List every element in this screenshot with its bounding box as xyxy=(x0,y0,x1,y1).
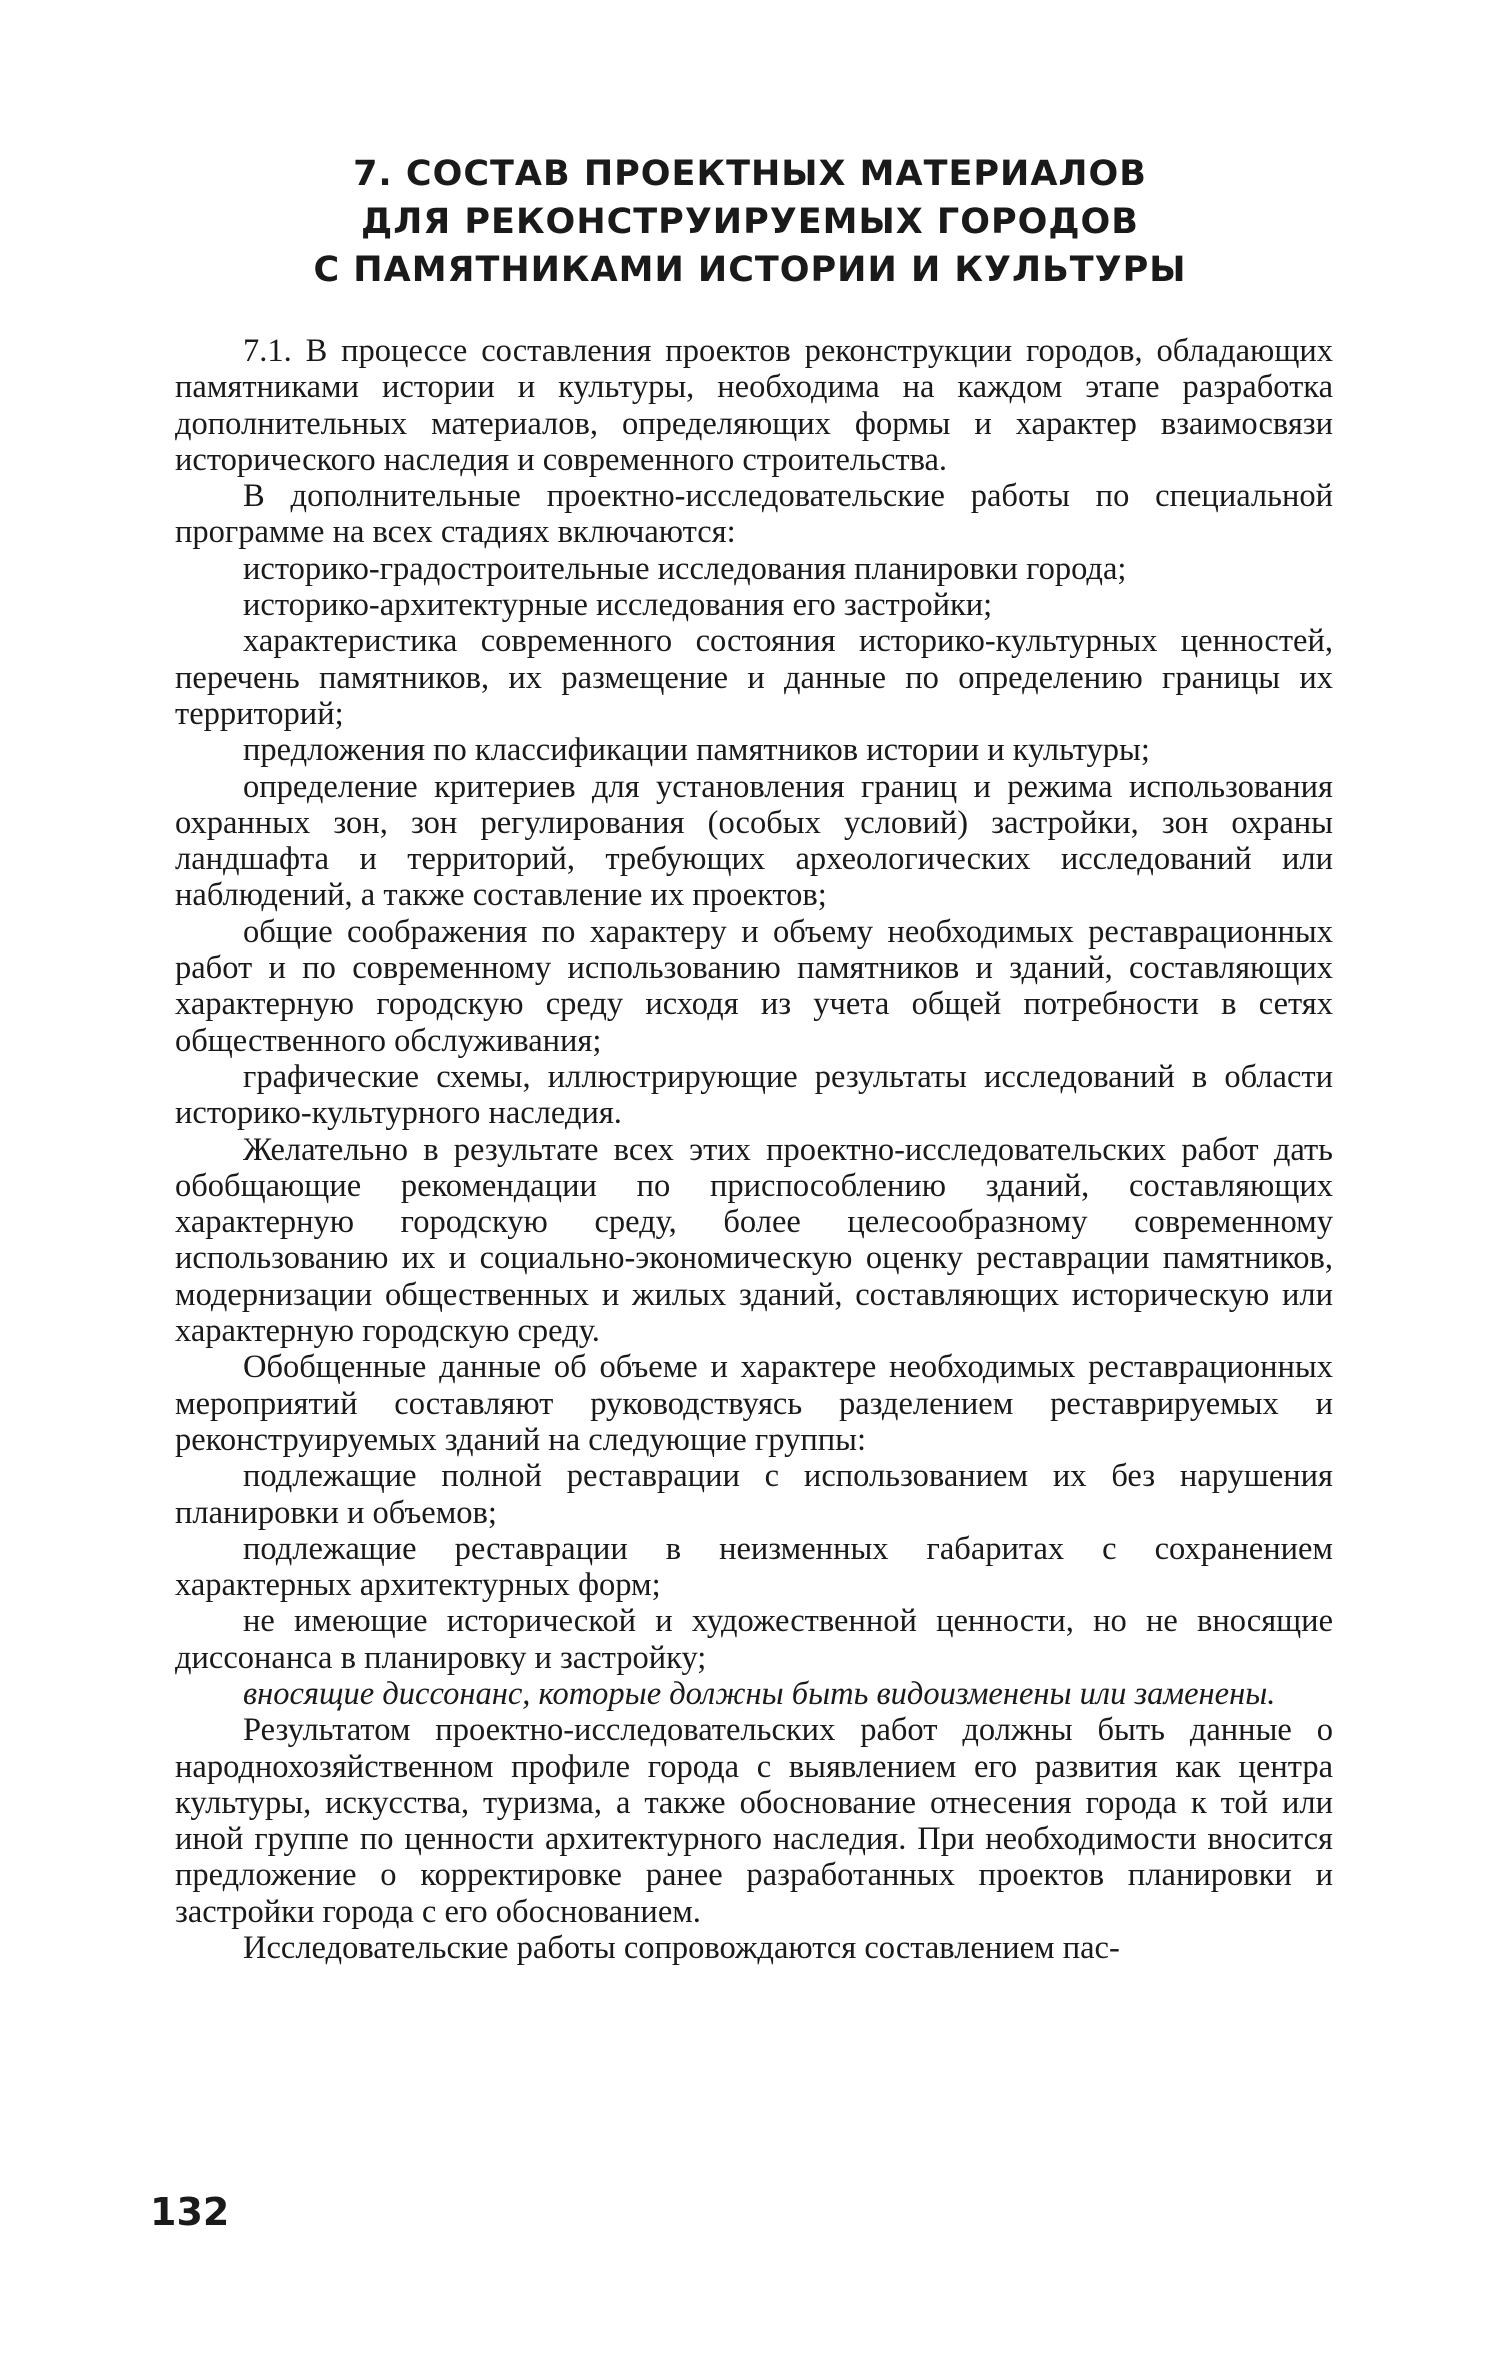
list-item: графические схемы, иллюстрирующие результаты исследований в области историко-культурного наследия. xyxy=(175,1058,1333,1132)
list-item: историко-градостроительные исследования планировки города; xyxy=(243,550,1127,587)
paragraph-continued: Исследовательские работы сопровождаются составлением пас- xyxy=(243,1930,1120,1967)
group-item: подлежащие реставрации в неизменных габаритах с сохранением характерных архитектурных форм; xyxy=(175,1530,1333,1604)
list-item: общие соображения по характеру и объему необходимых реставрационных работ и по современному использованию памятников и зданий, составляющих характерную городскую среду исходя из учета общей потребности в сетях общественного обслуживания; xyxy=(175,913,1333,1059)
paragraph-results: Результатом проектно-исследовательских работ должны быть данные о народнохозяйственном профиле города с выявлением его развития как центра культуры, искусства, туризма, а также обоснование отнесения города к той или иной группе по ценности архитектурного наследия. При необходимости вносится предложение о корректировке ранее разработанных проектов планировки и застройки города с его обоснованием. xyxy=(175,1712,1333,1930)
paragraph-recommendations: Желательно в результате всех этих проектно-исследовательских работ дать обобщающие рекомендации по приспособлению зданий, составляющих характерную городскую среду, более целесообразному современному использованию их и социально-экономическую оценку реставрации памятников, модернизации общественных и жилых зданий, составляющих историческую или характерную городскую среду. xyxy=(175,1131,1333,1350)
heading-line-1: 7. СОСТАВ ПРОЕКТНЫХ МАТЕРИАЛОВ xyxy=(353,154,1147,194)
list-item: историко-архитектурные исследования его застройки; xyxy=(243,587,993,624)
group-item: вносящие диссонанс, которые должны быть видоизменены или заменены. xyxy=(243,1675,1276,1712)
body-text xyxy=(175,333,1333,1966)
paragraph-groups-intro: Обобщенные данные об объеме и характере необходимых реставрационных мероприятий составляют руководствуясь разделением реставрируемых и реконструируемых зданий на следующие группы: xyxy=(175,1349,1333,1458)
paragraph-7-1: 7.1. В процессе составления проектов реконструкции городов, обладающих памятниками истории и культуры, необходима на каждом этапе разработка дополнительных материалов, определяющих формы и характер взаимосвязи исторического наследия и современного строительства. xyxy=(175,333,1333,478)
list-item: определение критериев для установления границ и режима использования охранных зон, зон регулирования (особых условий) застройки, зон охраны ландшафта и территорий, требующих археологических исследований или наблюдений, а также составление их проектов; xyxy=(175,768,1333,914)
page-number: 132 xyxy=(150,2190,230,2234)
heading-line-2: ДЛЯ РЕКОНСТРУИРУЕМЫХ ГОРОДОВ xyxy=(361,202,1139,242)
heading-line-3: С ПАМЯТНИКАМИ ИСТОРИИ И КУЛЬТУРЫ xyxy=(313,250,1187,290)
list-item: характеристика современного состояния историко-культурных ценностей, перечень памятников, их размещение и данные по определению границы их территорий; xyxy=(175,623,1333,732)
group-item: не имеющие исторической и художественной ценности, но не вносящие диссонанса в планировку и застройку; xyxy=(175,1603,1333,1676)
paragraph-intro-list: В дополнительные проектно-исследовательские работы по специальной программе на всех стадиях включаются: xyxy=(175,478,1333,551)
list-item: предложения по классификации памятников истории и культуры; xyxy=(243,732,1150,769)
section-heading xyxy=(0,150,1500,294)
group-item: подлежащие полной реставрации с использованием их без нарушения планировки и объемов; xyxy=(175,1458,1333,1531)
